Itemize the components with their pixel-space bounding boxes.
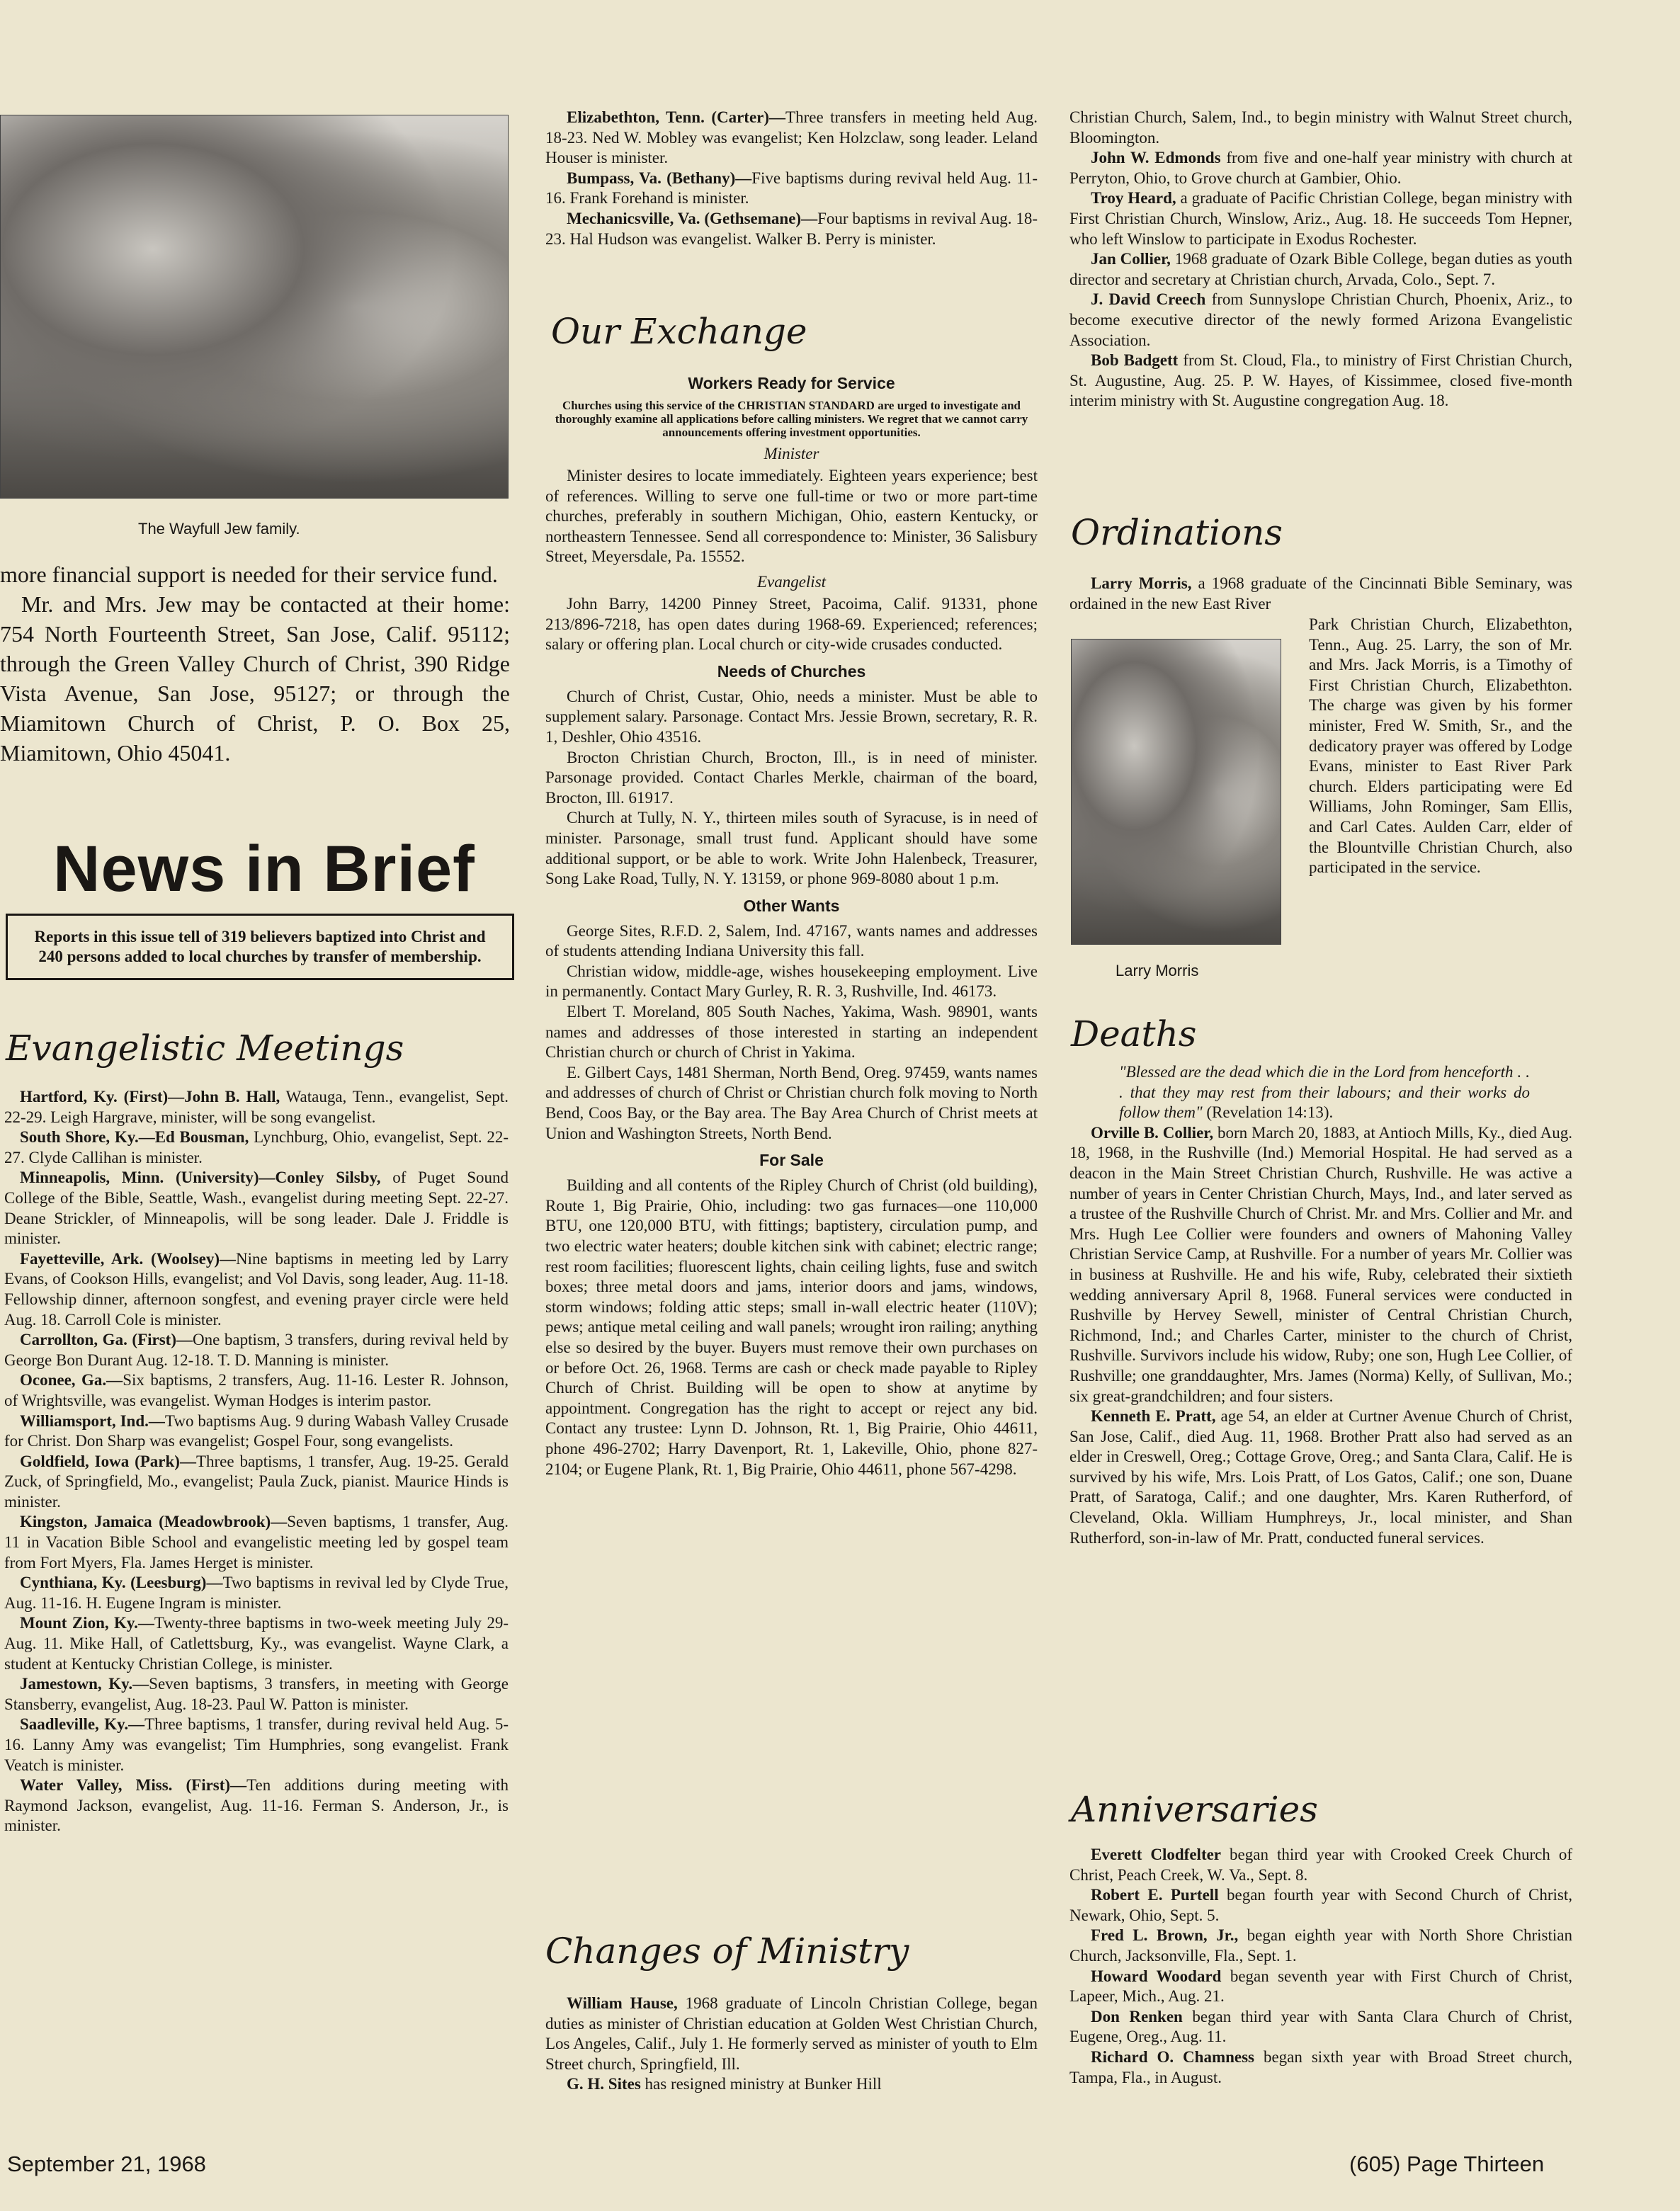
larry-morris-photo — [1071, 639, 1281, 945]
evangelistic-list — [4, 1087, 509, 1836]
entry-item — [4, 1168, 509, 1249]
entry-item — [4, 1330, 509, 1370]
entry-lead: J. David Creech — [1091, 290, 1206, 309]
changes-continued-text: Christian Church, Salem, Ind., to begin ministry with Walnut Street church, Bloomington. — [1069, 108, 1572, 147]
other-wants-heading: Other Wants — [743, 896, 840, 915]
entry-lead: Howard Woodard — [1091, 1967, 1222, 1985]
deaths-section — [1069, 1062, 1572, 1548]
entry-text: Watauga, Tenn., evangelist, Sept. 22-29. Leigh Hargrave, minister, will be song evangelist. — [4, 1088, 509, 1126]
changes-list-continued — [1069, 148, 1572, 411]
evangelist-category: Evangelist — [756, 572, 827, 591]
changes-of-ministry-title: Changes of Ministry — [545, 1931, 909, 1972]
deaths-quote: "Blessed are the dead which die in the Lord from henceforth . . . that they may rest from their labours; and their works do follow them" — [1119, 1063, 1530, 1122]
our-exchange-title: Our Exchange — [551, 311, 807, 352]
ordination-intro: a 1968 graduate of the Cincinnati Bible Seminary, was ordained in the new East River — [1069, 574, 1572, 613]
entry-item — [4, 1715, 509, 1775]
entry-lead: Fayetteville, Ark. (Woolsey)— — [20, 1249, 237, 1268]
entry-lead: Robert E. Purtell — [1091, 1886, 1219, 1904]
workers-note: Churches using this service of the CHRISTIAN STANDARD are urged to investigate and thoroughly examine all applications before calling ministers. We regret that we cannot carry announcements offering investment opportunities. — [555, 399, 1028, 439]
entry-item — [4, 1573, 509, 1613]
entry-lead: Cynthiana, Ky. (Leesburg)— — [20, 1574, 223, 1592]
entry-lead: Everett Clodfelter — [1091, 1846, 1222, 1863]
photo-caption-morris: Larry Morris — [1116, 962, 1199, 979]
entry-lead: Minneapolis, Minn. (University)—Conley Silsby, — [20, 1169, 381, 1187]
entry-item — [1069, 1885, 1572, 1926]
entry-text: born March 20, 1883, at Antioch Mills, Ky., died Aug. 18, 1968, in the Rushville (Ind.) Memorial Hospital. He had served as a deacon in the Main Street Christian Church, Rushville. He was active a number of years in Center Christian Church, Mays, Ind., and later served as a trustee of the Rushville Church of Christ. Mr. and Mrs. Collier and Mr. and Mrs. Hugh Lee Collier were founders and owners of Mahoning Valley Christian Service Camp, at Rushville. For a number of years Mr. Collier was in business at Rushville. He and his wife, Ruby, celebrated their sixtieth wedding anniversary April 8, 1968. Funeral services were conducted in Rushville by Hervey Sewell, minister of Central Christian Church, Richmond, Ind.; and Charles Carter, minister to the church of Christ, Rushville. Survivors include his widow, Ruby; one son, Hugh Lee Collier, of Rushville; one granddaughter, Mrs. James (Norma) Kelly, of Sullivan, Mo.; six great-grandchildren; and four sisters. — [1069, 1123, 1573, 1405]
entry-item — [4, 1249, 509, 1330]
entry-item — [1069, 2047, 1572, 2088]
minister-ad: Minister desires to locate immediately. Eighteen years experience; best of references. Willing to serve one full-time or two or more part-time churches, preferably in southern Michigan, Ohio, eastern Kentucky, or northeastern Tennessee. Send all correspondence to: Minister, 36 Salisbury Street, Meyersdale, Pa. 15552. — [545, 467, 1038, 566]
entry-lead: Mount Zion, Ky.— — [20, 1614, 154, 1632]
entry-text: began fourth year with Second Church of Christ, Newark, Ohio, Sept. 5. — [1069, 1886, 1573, 1924]
entry-item: Church at Tully, N. Y., thirteen miles south of Syracuse, is in need of minister. Parsonage, small trust fund. Applicant should have some additional support, or be able to work. Write John Halenbeck, Treasurer, Song Lake Road, Tully, N. Y. 13159, or phone 969-8080 about 1 p.m. — [545, 809, 1038, 888]
entry-item — [545, 2074, 1038, 2095]
other-wants-list — [545, 921, 1038, 1144]
entry-text: Ten additions during meeting with Raymond Jackson, evangelist, Aug. 11-16. Ferman S. Anderson, Jr., is minister. — [4, 1776, 509, 1835]
entry-text: Seven baptisms, 1 transfer, Aug. 11 in Vacation Bible School and evangelistic meeting led by gospel team from Fort Myers, Fla. James Herget is minister. — [4, 1513, 509, 1571]
evangelist-ad: John Barry, 14200 Pinney Street, Pacoima, Calif. 91331, phone 213/896-7218, has open dates during 1968-69. Experienced; references; salary or offering plan. Local church or city-wide crusades conducted. — [545, 594, 1038, 654]
entry-lead: Saadleville, Ky.— — [20, 1715, 145, 1734]
entry-item — [4, 1613, 509, 1674]
news-summary-box: Reports in this issue tell of 319 believers baptized into Christ and 240 persons added to local churches by transfer of membership. — [6, 914, 514, 980]
intro-paragraph: more financial support is needed for their service fund. — [0, 562, 498, 587]
entry-lead: Troy Heard, — [1091, 189, 1176, 208]
entry-text: One baptism, 3 transfers, during revival held by George Bon Durant Aug. 12-18. T. D. Manning is minister. — [4, 1331, 509, 1369]
entry-item — [4, 1127, 509, 1168]
deaths-title: Deaths — [1071, 1013, 1197, 1055]
entry-item — [1069, 290, 1572, 351]
evangelistic-meetings-title: Evangelistic Meetings — [6, 1028, 404, 1069]
entry-text: Three baptisms, 1 transfer, Aug. 19-25. Gerald Zuck, of Springfield, Mo., evangelist; Paula Zuck, pianist. Maurice Hinds is minister. — [4, 1452, 509, 1511]
intro-text — [0, 559, 510, 768]
anniversaries-title: Anniversaries — [1071, 1789, 1318, 1830]
entry-text: Nine baptisms in meeting led by Larry Evans, of Cookson Hills, evangelist; and Vol Davis, song leader, Aug. 11-18. Fellowship dinner, afternoon songfest, and evening prayer circle were held Aug. 18. Carroll Cole is minister. — [4, 1249, 509, 1329]
entry-text: began sixth year with Broad Street church, Tampa, Fla., in August. — [1069, 2047, 1572, 2086]
deaths-scripture — [1069, 1062, 1572, 1123]
entry-item — [1069, 1967, 1572, 2007]
entry-lead: Kenneth E. Pratt, — [1091, 1407, 1216, 1426]
entry-text: began seventh year with First Church of Christ, Lapeer, Mich., Aug. 21. — [1069, 1967, 1573, 2006]
entry-item — [1069, 1926, 1572, 1966]
entry-text: from St. Cloud, Fla., to ministry of First Christian Church, St. Augustine, Aug. 25. P. W. Hayes, of Kissimmee, closed five-month interim ministry with St. Augustine congregation Aug. 18. — [1069, 351, 1572, 410]
entry-item — [4, 1512, 509, 1573]
entry-item — [4, 1411, 509, 1452]
footer-page-number: (605) Page Thirteen — [1349, 2152, 1545, 2176]
entry-lead: Bob Badgett — [1091, 351, 1179, 370]
footer-date: September 21, 1968 — [7, 2152, 206, 2176]
entry-text: Two baptisms in revival led by Clyde True, Aug. 11-16. H. Eugene Ingram is minister. — [4, 1574, 509, 1612]
entry-item: Elbert T. Moreland, 805 South Naches, Yakima, Wash. 98901, wants names and addresses of those interested in starting an independent Christian church or church of Christ in Yakima. — [545, 1003, 1038, 1062]
changes-continued — [1069, 108, 1572, 411]
for-sale-heading: For Sale — [759, 1151, 824, 1170]
entry-item — [545, 169, 1038, 209]
entry-text: Three transfers in meeting held Aug. 18-23. Ned W. Mobley was evangelist; Ken Holzclaw, song leader. Leland Houser is minister. — [545, 108, 1038, 167]
entry-text: Five baptisms during revival held Aug. 11-16. Frank Forehand is minister. — [545, 169, 1038, 208]
entry-lead: John W. Edmonds — [1091, 149, 1221, 167]
ordination-details: Park Christian Church, Elizabethton, Tenn., Aug. 25. Larry, the son of Mr. and Mrs. Jack Morris, is a Timothy of First Christian Church, Elizabethton. The charge was given by his former minister, Fred W. Smith, Sr., and the dedicatory prayer was offered by Lodge Evans, minister to East River Park church. Elders participating were Ed Williams, John Rominger, Sam Ellis, and Carl Cates. Aulden Carr, elder of the Blountville Christian Church, also participated in the service. — [1309, 615, 1572, 877]
entry-item: Church of Christ, Custar, Ohio, needs a minister. Must be able to supplement salary. Parsonage. Contact Mrs. Jessie Brown, secretary, R. R. 1, Deshler, Ohio 43516. — [545, 687, 1038, 746]
entry-lead: Richard O. Chamness — [1091, 2047, 1255, 2066]
minister-category: Minister — [764, 445, 819, 462]
jew-family-photo — [0, 115, 509, 499]
for-sale-ad: Building and all contents of the Ripley Church of Christ (old building), Route 1, Big Prairie, Ohio, including: two gas furnaces—one 110,000 BTU, one 120,000 BTU, with fittings; baptistery, circulation pump, and two electric water heaters; double kitchen sink with cabinet; electric range; rest room facilities; fluorescent lights, chain ceiling lights, fuse and switch boxes; three metal doors and jams, interior doors and jams, windows, storm windows; folding attic steps; small in-wall electric heater (110V); pews; antique metal ceiling and wall panels; wrought iron railing; anything else so desired by the buyer. Buyers must remove their own purchases on or before Oct. 26, 1968. Terms are cash or check made payable to Ripley Church of Christ. Building will be open to show at anytime by appointment. Congregation has the right to accept or reject any bid. Contact any trustee: Lynn D. Johnson, Rt. 1, Big Prairie, Ohio 44611, phone 496-2702; Harry Davenport, Rt. 1, Lakeville, Ohio, phone 827-2104; or Eugene Plank, Rt. 1, Big Prairie, Ohio 44611, phone 567-4298. — [545, 1176, 1038, 1478]
entry-item — [1069, 1845, 1572, 1885]
entry-item — [1069, 2007, 1572, 2047]
entry-lead: Jamestown, Ky.— — [20, 1675, 149, 1693]
entry-lead: Jan Collier, — [1091, 250, 1171, 268]
ordination-name: Larry Morris, — [1091, 574, 1192, 592]
entry-lead: Kingston, Jamaica (Meadowbrook)— — [20, 1513, 288, 1531]
entry-item — [4, 1674, 509, 1715]
ordinations-title: Ordinations — [1071, 512, 1283, 553]
entry-text: began third year with Crooked Creek Church of Christ, Peach Creek, W. Va., Sept. 8. — [1069, 1846, 1572, 1884]
entry-text: from Sunnyslope Christian Church, Phoenix, Ariz., to become executive director of the newly formed Arizona Evangelistic Association. — [1069, 290, 1572, 349]
entry-item — [545, 108, 1038, 169]
needs-heading: Needs of Churches — [717, 661, 866, 681]
entry-lead: Bumpass, Va. (Bethany)— — [567, 169, 752, 187]
entry-item — [4, 1087, 509, 1127]
entry-text: a graduate of Pacific Christian College, began ministry with First Christian Church, Winslow, Ariz., Aug. 18. He succeeds Tom Hepner, who left Winslow to participate in Exodus Rochester. — [1069, 189, 1572, 248]
entry-text: Three baptisms, 1 transfer, during revival held Aug. 5-16. Lanny Amy was evangelist; Tim Humphries, song evangelist. Frank Veatch is minister. — [4, 1715, 509, 1774]
entry-lead: Orville B. Collier, — [1091, 1123, 1214, 1142]
entry-text: 1968 graduate of Ozark Bible College, began duties as youth director and secretary at Christian church, Arvada, Colo., Sept. 7. — [1069, 250, 1572, 288]
entry-lead: Fred L. Brown, Jr., — [1091, 1926, 1239, 1945]
entry-item — [1069, 1406, 1572, 1548]
entry-text: Seven baptisms, 3 transfers, in meeting with George Stansberry, evangelist, Aug. 18-23. Paul W. Patton is minister. — [4, 1675, 509, 1713]
entry-text: Four baptisms in revival Aug. 18-23. Hal Hudson was evangelist. Walker B. Perry is minister. — [545, 209, 1038, 248]
entry-item — [545, 209, 1038, 249]
changes-list — [545, 1994, 1038, 2095]
entry-text: Six baptisms, 2 transfers, Aug. 11-16. Lester R. Johnson, of Wrightsville, was evangelist. Wyman Hodges is interim pastor. — [4, 1371, 509, 1409]
entry-text: age 54, an elder at Curtner Avenue Church of Christ, San Jose, Calif., died Aug. 11, 1968. Brother Pratt also had served as an elder in Creswell, Oreg.; Cottage Grove, Oreg.; and Santa Clara, Calif. He is survived by his wife, Mrs. Lois Pratt, of Los Gatos, Calif.; one son, Duane Pratt, of Saratoga, Calif.; and one daughter, Mrs. Karen Rutherford, of Cleveland, Okla. William Humphreys, Jr., local minister, and Shan Rutherford, son-in-law of Mr. Pratt, conducted funeral services. — [1069, 1407, 1572, 1547]
entry-text: has resigned ministry at Bunker Hill — [640, 2075, 882, 2093]
entry-item: Christian widow, middle-age, wishes housekeeping employment. Live in permanently. Contact Mary Gurley, R. R. 3, Rushville, Ind. 46173. — [545, 962, 1038, 1001]
entry-item — [1069, 148, 1572, 188]
entry-item — [4, 1370, 509, 1411]
entry-lead: Mechanicsville, Va. (Gethsemane)— — [567, 209, 818, 227]
entry-text: began third year with Santa Clara Church of Christ, Eugene, Oreg., Aug. 11. — [1069, 2007, 1573, 2046]
entry-item — [4, 1452, 509, 1513]
deaths-reference: (Revelation 14:13). — [1206, 1103, 1334, 1122]
ordination-entry — [1069, 574, 1572, 614]
workers-heading: Workers Ready for Service — [688, 374, 895, 392]
entry-lead: Carrollton, Ga. (First)— — [20, 1331, 193, 1349]
ordination-side-text — [1309, 615, 1572, 878]
entry-item: Brocton Christian Church, Brocton, Ill., is in need of minister. Parsonage provided. Contact Charles Merkle, chairman of the board, Brocton, Ill. 61917. — [545, 748, 1038, 807]
entry-text: Two baptisms Aug. 9 during Wabash Valley Crusade for Christ. Don Sharp was evangelist; Gospel Four, song evangelists. — [4, 1411, 509, 1450]
entry-item — [1069, 249, 1572, 290]
entry-text: from five and one-half year ministry with church at Perryton, Ohio, to Grove church at Gambier, Ohio. — [1069, 149, 1572, 187]
photo-caption-family: The Wayfull Jew family. — [138, 520, 300, 538]
entry-lead: Water Valley, Miss. (First)— — [20, 1776, 247, 1795]
needs-list — [545, 687, 1038, 889]
entry-lead: Elizabethton, Tenn. (Carter)— — [567, 108, 786, 126]
entry-lead: South Shore, Ky.—Ed Bousman, — [20, 1128, 249, 1147]
entry-lead: Oconee, Ga.— — [20, 1371, 123, 1389]
entry-item — [4, 1775, 509, 1836]
anniversaries-list — [1069, 1845, 1572, 2088]
entry-item — [1069, 188, 1572, 249]
entry-lead: Hartford, Ky. (First)—John B. Hall, — [20, 1088, 280, 1106]
intro-paragraph: Mr. and Mrs. Jew may be contacted at their home: 754 North Fourteenth Street, San Jose, Calif. 95112; through the Green Valley Church of Christ, 390 Ridge Vista Avenue, San Jose, 95127; or through the Miamitown Church of Christ, P. O. Box 25, Miamitown, Ohio 45041. — [0, 591, 510, 766]
entry-lead: Don Renken — [1091, 2007, 1183, 2025]
evangelistic-continued — [545, 108, 1038, 249]
entry-item: George Sites, R.F.D. 2, Salem, Ind. 47167, wants names and addresses of students attending Indiana University this fall. — [545, 921, 1038, 960]
news-in-brief-title: News in Brief — [53, 833, 475, 905]
entry-text: 1968 graduate of Lincoln Christian College, began duties as minister of Christian education at Golden West Christian Church, Los Angeles, Calif., July 1. He formerly served as minister of youth to Elm Street church, Springfield, Ill. — [545, 1994, 1038, 2073]
entry-text: began eighth year with North Shore Christian Church, Jacksonville, Fla., Sept. 1. — [1069, 1926, 1572, 1965]
entry-text: Twenty-three baptisms in two-week meeting July 29-Aug. 11. Mike Hall, of Catlettsburg, Ky., was evangelist. Wayne Clark, a student at Kentucky Christian College, is minister. — [4, 1614, 509, 1673]
entry-text: of Puget Sound College of the Bible, Seattle, Wash., evangelist during meeting Sept. 22-27. Deane Strickler, of Minneapolis, will be song leader. Dale J. Friddle is minister. — [4, 1169, 509, 1248]
entry-lead: William Hause, — [567, 1994, 678, 2012]
entry-item — [1069, 351, 1572, 411]
entry-item — [545, 1994, 1038, 2074]
entry-lead: Goldfield, Iowa (Park)— — [20, 1452, 196, 1470]
exchange-section — [545, 374, 1038, 1479]
entry-lead: Williamsport, Ind.— — [20, 1411, 165, 1430]
entry-item: E. Gilbert Cays, 1481 Sherman, North Bend, Oreg. 97459, wants names and addresses of church of Christ or Christian church folk moving to North Bend, Coos Bay, or the Bay area. The Bay Area Church of Christ meets at Union and Washington Streets, North Bend. — [545, 1063, 1038, 1142]
entry-lead: G. H. Sites — [567, 2075, 641, 2093]
deaths-list — [1069, 1123, 1572, 1548]
entry-item — [1069, 1123, 1572, 1406]
entry-text: Lynchburg, Ohio, evangelist, Sept. 22-27. Clyde Callihan is minister. — [4, 1128, 509, 1166]
